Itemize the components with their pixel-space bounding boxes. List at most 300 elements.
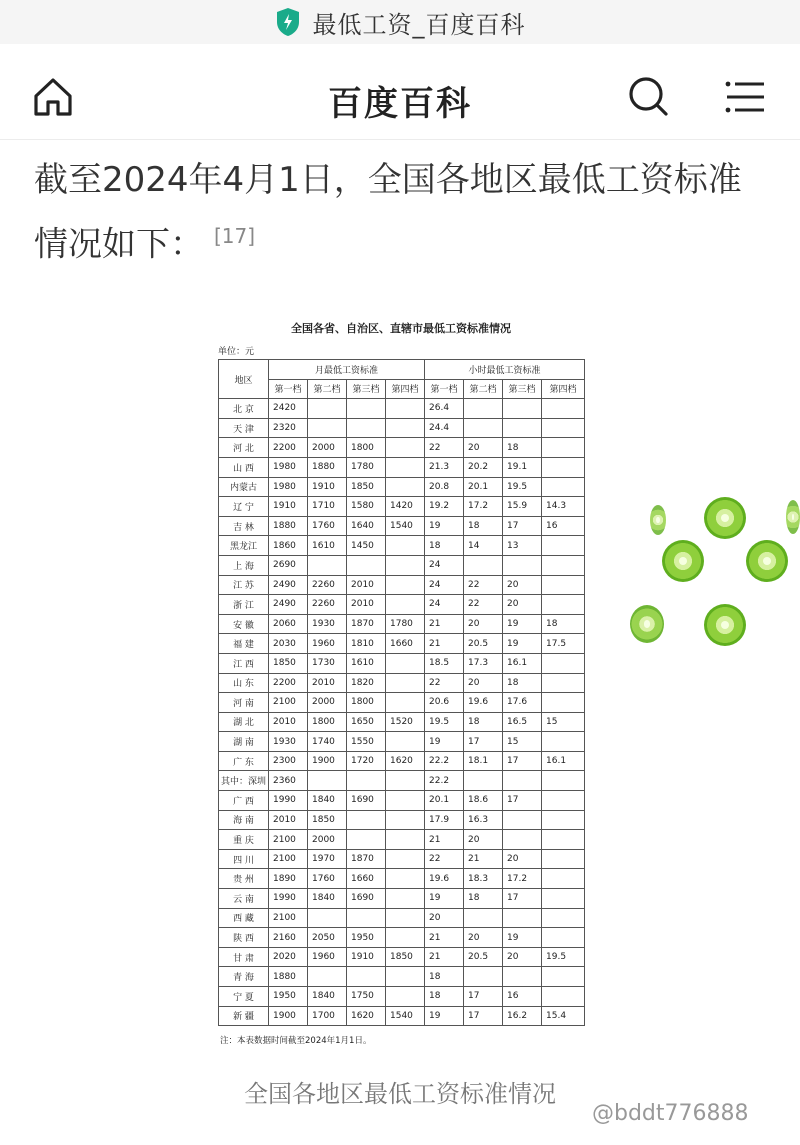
table-row <box>219 673 585 693</box>
table-row <box>219 947 585 967</box>
hourly-wage-cell <box>542 732 585 752</box>
region-cell: 甘 肃 <box>219 947 269 967</box>
table-row <box>219 751 585 771</box>
monthly-wage-cell: 2260 <box>308 575 347 595</box>
watermark: @bddt776888 <box>592 1101 749 1126</box>
monthly-wage-cell: 1880 <box>269 516 308 536</box>
monthly-wage-cell <box>386 869 425 889</box>
monthly-wage-cell: 1960 <box>308 947 347 967</box>
table-row <box>219 967 585 987</box>
table-row <box>219 595 585 615</box>
hourly-wage-cell: 19.6 <box>425 869 464 889</box>
table-row <box>219 1006 585 1026</box>
hourly-wage-cell <box>542 889 585 909</box>
monthly-wage-cell: 1660 <box>347 869 386 889</box>
hourly-wage-cell: 20.8 <box>425 477 464 497</box>
monthly-wage-cell: 1840 <box>308 987 347 1007</box>
hourly-wage-cell: 22 <box>464 575 503 595</box>
hourly-wage-cell <box>542 399 585 419</box>
monthly-wage-cell <box>386 438 425 458</box>
region-cell: 河 北 <box>219 438 269 458</box>
monthly-wage-cell: 2000 <box>308 438 347 458</box>
monthly-wage-cell: 2690 <box>269 555 308 575</box>
hourly-wage-cell <box>542 791 585 811</box>
table-row <box>219 516 585 536</box>
hourly-wage-cell: 16 <box>542 516 585 536</box>
hourly-wage-cell: 15 <box>503 732 542 752</box>
table-row <box>219 477 585 497</box>
monthly-wage-cell: 2420 <box>269 399 308 419</box>
monthly-wage-cell: 1760 <box>308 516 347 536</box>
monthly-wage-cell <box>386 477 425 497</box>
monthly-wage-cell: 2000 <box>308 830 347 850</box>
hourly-wage-cell: 17 <box>464 1006 503 1026</box>
hourly-wage-cell <box>542 928 585 948</box>
hourly-wage-cell: 20 <box>464 830 503 850</box>
table-row <box>219 555 585 575</box>
monthly-wage-cell: 1620 <box>386 751 425 771</box>
monthly-wage-cell: 2100 <box>269 693 308 713</box>
table-row <box>219 653 585 673</box>
monthly-wage-cell: 1800 <box>308 712 347 732</box>
hourly-wage-cell: 24.4 <box>425 418 464 438</box>
monthly-wage-cell: 2360 <box>269 771 308 791</box>
hourly-wage-cell: 18 <box>425 536 464 556</box>
monthly-wage-cell: 1690 <box>347 889 386 909</box>
table-row <box>219 791 585 811</box>
hourly-wage-cell: 19.2 <box>425 497 464 517</box>
region-cell: 吉 林 <box>219 516 269 536</box>
monthly-wage-cell: 1800 <box>347 693 386 713</box>
hourly-wage-cell: 17 <box>503 516 542 536</box>
monthly-wage-cell: 2200 <box>269 438 308 458</box>
hourly-wage-cell <box>542 477 585 497</box>
monthly-wage-cell <box>386 653 425 673</box>
monthly-wage-cell: 2100 <box>269 830 308 850</box>
tier-header: 第一档 <box>269 379 308 399</box>
monthly-wage-cell: 2320 <box>269 418 308 438</box>
table-row <box>219 536 585 556</box>
hourly-wage-cell: 19 <box>425 516 464 536</box>
hourly-wage-cell: 19 <box>425 1006 464 1026</box>
monthly-wage-cell <box>386 830 425 850</box>
monthly-wage-cell: 1810 <box>347 634 386 654</box>
region-cell: 广 西 <box>219 791 269 811</box>
monthly-wage-cell: 1900 <box>269 1006 308 1026</box>
hourly-wage-cell: 17 <box>503 751 542 771</box>
hourly-wage-cell: 20.5 <box>464 634 503 654</box>
hourly-wage-cell: 19 <box>503 928 542 948</box>
hourly-wage-cell: 20 <box>464 673 503 693</box>
hourly-wage-cell: 20 <box>503 849 542 869</box>
monthly-wage-cell <box>347 830 386 850</box>
monthly-wage-cell: 2300 <box>269 751 308 771</box>
monthly-wage-cell: 2010 <box>347 575 386 595</box>
monthly-wage-cell: 1700 <box>308 1006 347 1026</box>
monthly-wage-cell: 1970 <box>308 849 347 869</box>
hourly-wage-cell: 18 <box>425 987 464 1007</box>
hourly-wage-cell: 24 <box>425 575 464 595</box>
monthly-wage-cell: 2000 <box>308 693 347 713</box>
region-cell: 湖 北 <box>219 712 269 732</box>
monthly-wage-cell: 1850 <box>386 947 425 967</box>
monthly-wage-cell: 1960 <box>308 634 347 654</box>
table-row <box>219 849 585 869</box>
monthly-wage-cell: 1550 <box>347 732 386 752</box>
table-row <box>219 399 585 419</box>
monthly-wage-cell <box>386 810 425 830</box>
monthly-wage-cell: 1950 <box>347 928 386 948</box>
monthly-wage-cell: 1800 <box>347 438 386 458</box>
hourly-wage-cell: 18 <box>503 673 542 693</box>
region-cell: 陕 西 <box>219 928 269 948</box>
monthly-wage-cell: 1720 <box>347 751 386 771</box>
monthly-wage-cell: 2020 <box>269 947 308 967</box>
region-cell: 宁 夏 <box>219 987 269 1007</box>
hourly-wage-cell: 18 <box>464 889 503 909</box>
monthly-wage-cell: 1620 <box>347 1006 386 1026</box>
hourly-wage-cell: 19 <box>425 732 464 752</box>
region-cell: 江 苏 <box>219 575 269 595</box>
wage-table-body <box>219 399 585 1026</box>
monthly-wage-cell <box>308 908 347 928</box>
hourly-wage-cell <box>542 536 585 556</box>
region-cell: 重 庆 <box>219 830 269 850</box>
tier-header: 第三档 <box>503 379 542 399</box>
table-row <box>219 418 585 438</box>
hourly-wage-cell: 21 <box>425 830 464 850</box>
monthly-wage-cell: 1580 <box>347 497 386 517</box>
monthly-wage-cell <box>386 693 425 713</box>
monthly-wage-cell <box>386 928 425 948</box>
hourly-wage-cell: 18.5 <box>425 653 464 673</box>
monthly-wage-cell: 1890 <box>269 869 308 889</box>
hourly-wage-cell <box>542 987 585 1007</box>
monthly-wage-cell: 2100 <box>269 908 308 928</box>
shield-bolt-icon <box>275 7 301 37</box>
hourly-wage-cell <box>464 555 503 575</box>
region-cell: 四 川 <box>219 849 269 869</box>
hourly-wage-cell: 16.5 <box>503 712 542 732</box>
region-cell: 湖 南 <box>219 732 269 752</box>
monthly-wage-cell: 2200 <box>269 673 308 693</box>
hourly-wage-cell: 24 <box>425 595 464 615</box>
hourly-wage-cell <box>542 418 585 438</box>
monthly-wage-cell: 1870 <box>347 849 386 869</box>
monthly-wage-cell: 1420 <box>386 497 425 517</box>
tier-header: 第四档 <box>386 379 425 399</box>
hourly-wage-cell: 24 <box>425 555 464 575</box>
region-cell: 河 南 <box>219 693 269 713</box>
monthly-wage-cell <box>386 889 425 909</box>
hourly-wage-cell: 21.3 <box>425 457 464 477</box>
hourly-wage-cell <box>542 575 585 595</box>
intro-text: 截至2024年4月1日，全国各地区最低工资标准情况如下： <box>34 160 742 265</box>
monthly-wage-cell: 1850 <box>308 810 347 830</box>
monthly-wage-cell: 1690 <box>347 791 386 811</box>
table-row <box>219 712 585 732</box>
hourly-wage-cell: 17.3 <box>464 653 503 673</box>
hourly-wage-cell <box>542 673 585 693</box>
site-header <box>0 52 800 140</box>
hourly-wage-cell: 19.1 <box>503 457 542 477</box>
tier-header: 第三档 <box>347 379 386 399</box>
hourly-wage-cell <box>542 771 585 791</box>
hourly-wage-cell: 14 <box>464 536 503 556</box>
hourly-wage-cell: 17 <box>464 987 503 1007</box>
monthly-wage-cell: 2160 <box>269 928 308 948</box>
hourly-wage-cell <box>542 967 585 987</box>
menu-icon[interactable] <box>722 74 768 120</box>
monthly-wage-cell <box>347 771 386 791</box>
monthly-wage-cell: 1930 <box>308 614 347 634</box>
citation-link[interactable]: [17] <box>214 224 256 248</box>
monthly-wage-cell: 1980 <box>269 457 308 477</box>
hourly-wage-cell: 20 <box>503 947 542 967</box>
monthly-wage-cell: 1840 <box>308 791 347 811</box>
monthly-wage-cell <box>308 418 347 438</box>
hourly-wage-cell: 17 <box>503 889 542 909</box>
region-cell: 云 南 <box>219 889 269 909</box>
monthly-wage-cell <box>347 908 386 928</box>
monthly-wage-cell: 1980 <box>269 477 308 497</box>
table-row <box>219 869 585 889</box>
monthly-wage-cell: 1540 <box>386 1006 425 1026</box>
monthly-wage-cell: 2490 <box>269 575 308 595</box>
monthly-wage-cell: 1850 <box>347 477 386 497</box>
monthly-wage-cell <box>386 418 425 438</box>
monthly-wage-cell <box>386 595 425 615</box>
table-unit: 单位：元 <box>218 347 255 357</box>
monthly-wage-cell: 1990 <box>269 791 308 811</box>
hourly-wage-cell: 21 <box>464 849 503 869</box>
table-row <box>219 810 585 830</box>
hourly-wage-cell <box>542 849 585 869</box>
hourly-wage-cell <box>503 908 542 928</box>
hourly-wage-cell <box>503 830 542 850</box>
table-row <box>219 830 585 850</box>
hourly-wage-cell: 19 <box>425 889 464 909</box>
hourly-wage-cell <box>542 555 585 575</box>
hourly-wage-cell <box>542 693 585 713</box>
region-cell: 安 徽 <box>219 614 269 634</box>
region-cell: 上 海 <box>219 555 269 575</box>
table-row <box>219 693 585 713</box>
hourly-wage-cell: 18 <box>425 967 464 987</box>
hourly-wage-cell <box>464 908 503 928</box>
monthly-wage-cell <box>386 987 425 1007</box>
intro-paragraph <box>34 152 774 272</box>
monthly-wage-cell: 1840 <box>308 889 347 909</box>
hourly-wage-cell: 20.6 <box>425 693 464 713</box>
monthly-wage-cell: 1990 <box>269 889 308 909</box>
table-row <box>219 889 585 909</box>
site-brand[interactable]: 百度百科 <box>328 84 472 124</box>
region-cell: 江 西 <box>219 653 269 673</box>
region-cell: 辽 宁 <box>219 497 269 517</box>
monthly-wage-cell: 1650 <box>347 712 386 732</box>
kiwi-slice-icon <box>650 505 666 535</box>
hourly-wage-cell: 16.3 <box>464 810 503 830</box>
monthly-wage-cell <box>347 555 386 575</box>
monthly-wage-cell <box>386 457 425 477</box>
hourly-wage-cell: 20 <box>464 928 503 948</box>
region-cell: 广 东 <box>219 751 269 771</box>
hourly-wage-cell: 18.6 <box>464 791 503 811</box>
monthly-wage-cell: 1870 <box>347 614 386 634</box>
hourly-wage-cell: 17.9 <box>425 810 464 830</box>
hourly-wage-cell: 20 <box>464 438 503 458</box>
hourly-wage-cell: 22.2 <box>425 751 464 771</box>
monthly-wage-cell <box>386 536 425 556</box>
hourly-wage-cell: 21 <box>425 947 464 967</box>
monthly-wage-cell: 1730 <box>308 653 347 673</box>
monthly-header: 月最低工资标准 <box>269 360 425 380</box>
kiwi-slice-icon <box>704 497 746 539</box>
monthly-wage-cell: 1910 <box>308 477 347 497</box>
hourly-wage-cell <box>503 418 542 438</box>
kiwi-slice-icon <box>630 605 664 643</box>
table-row <box>219 497 585 517</box>
monthly-wage-cell: 1540 <box>386 516 425 536</box>
kiwi-slice-icon <box>786 500 800 534</box>
hourly-wage-cell <box>503 810 542 830</box>
monthly-wage-cell: 1740 <box>308 732 347 752</box>
monthly-wage-cell: 2010 <box>347 595 386 615</box>
monthly-wage-cell <box>347 399 386 419</box>
monthly-wage-cell: 2260 <box>308 595 347 615</box>
region-cell: 黑龙江 <box>219 536 269 556</box>
monthly-wage-cell: 2100 <box>269 849 308 869</box>
monthly-wage-cell: 1610 <box>347 653 386 673</box>
hourly-wage-cell: 17.6 <box>503 693 542 713</box>
monthly-wage-cell: 2010 <box>269 712 308 732</box>
region-cell: 其中：深圳 <box>219 771 269 791</box>
monthly-wage-cell: 1610 <box>308 536 347 556</box>
hourly-wage-cell: 17.2 <box>503 869 542 889</box>
region-cell: 海 南 <box>219 810 269 830</box>
hourly-wage-cell: 20 <box>503 595 542 615</box>
monthly-wage-cell: 1880 <box>269 967 308 987</box>
hourly-wage-cell: 17 <box>503 791 542 811</box>
hourly-wage-cell: 16 <box>503 987 542 1007</box>
region-cell: 新 疆 <box>219 1006 269 1026</box>
table-row <box>219 634 585 654</box>
tier-header: 第二档 <box>308 379 347 399</box>
monthly-wage-cell <box>386 967 425 987</box>
hourly-wage-cell: 15.9 <box>503 497 542 517</box>
hourly-wage-cell: 17.2 <box>464 497 503 517</box>
monthly-wage-cell: 2010 <box>308 673 347 693</box>
hourly-wage-cell: 19 <box>503 634 542 654</box>
hourly-wage-cell <box>542 830 585 850</box>
table-row <box>219 575 585 595</box>
browser-title-bar <box>0 0 800 44</box>
region-cell: 浙 江 <box>219 595 269 615</box>
table-row <box>219 438 585 458</box>
hourly-wage-cell: 17.5 <box>542 634 585 654</box>
monthly-wage-cell: 1910 <box>269 497 308 517</box>
tab-title: 最低工资_百度百科 <box>312 10 526 39</box>
monthly-wage-cell: 1750 <box>347 987 386 1007</box>
monthly-wage-cell <box>386 908 425 928</box>
region-cell: 贵 州 <box>219 869 269 889</box>
monthly-wage-cell: 1780 <box>347 457 386 477</box>
hourly-wage-cell: 22.2 <box>425 771 464 791</box>
hourly-wage-cell: 13 <box>503 536 542 556</box>
table-row <box>219 987 585 1007</box>
region-cell: 福 建 <box>219 634 269 654</box>
monthly-wage-cell <box>347 418 386 438</box>
hourly-wage-cell: 18.1 <box>464 751 503 771</box>
monthly-wage-cell: 1930 <box>269 732 308 752</box>
table-row <box>219 908 585 928</box>
hourly-wage-cell <box>542 595 585 615</box>
monthly-wage-cell <box>386 575 425 595</box>
region-cell: 青 海 <box>219 967 269 987</box>
region-cell: 西 藏 <box>219 908 269 928</box>
image-caption: 全国各地区最低工资标准情况 <box>244 1080 556 1108</box>
hourly-wage-cell: 19.5 <box>425 712 464 732</box>
hourly-header: 小时最低工资标准 <box>425 360 585 380</box>
hourly-wage-cell: 20.1 <box>425 791 464 811</box>
kiwi-slice-icon <box>662 540 704 582</box>
monthly-wage-cell: 1950 <box>269 987 308 1007</box>
region-cell: 天 津 <box>219 418 269 438</box>
hourly-wage-cell: 18 <box>464 712 503 732</box>
monthly-wage-cell: 2050 <box>308 928 347 948</box>
wage-table <box>218 359 585 1026</box>
hourly-wage-cell: 20 <box>464 614 503 634</box>
table-row <box>219 732 585 752</box>
region-cell: 北 京 <box>219 399 269 419</box>
table-row <box>219 614 585 634</box>
hourly-wage-cell: 16.1 <box>542 751 585 771</box>
hourly-wage-cell: 22 <box>425 673 464 693</box>
hourly-wage-cell: 20.2 <box>464 457 503 477</box>
hourly-wage-cell <box>503 555 542 575</box>
kiwi-slice-icon <box>704 604 746 646</box>
hourly-wage-cell: 22 <box>425 849 464 869</box>
search-icon[interactable] <box>626 74 670 120</box>
monthly-wage-cell <box>308 771 347 791</box>
monthly-wage-cell <box>308 555 347 575</box>
monthly-wage-cell: 1900 <box>308 751 347 771</box>
hourly-wage-cell: 17 <box>464 732 503 752</box>
hourly-wage-cell: 22 <box>464 595 503 615</box>
hourly-wage-cell: 15.4 <box>542 1006 585 1026</box>
wage-table-image[interactable] <box>210 312 592 1048</box>
hourly-wage-cell: 20.5 <box>464 947 503 967</box>
monthly-wage-cell: 1760 <box>308 869 347 889</box>
monthly-wage-cell <box>308 967 347 987</box>
monthly-wage-cell: 1660 <box>386 634 425 654</box>
monthly-wage-cell <box>386 849 425 869</box>
hourly-wage-cell <box>542 869 585 889</box>
tier-header: 第二档 <box>464 379 503 399</box>
monthly-wage-cell: 1780 <box>386 614 425 634</box>
hourly-wage-cell <box>464 399 503 419</box>
tier-header: 第四档 <box>542 379 585 399</box>
kiwi-slice-icon <box>746 540 788 582</box>
hourly-wage-cell: 18 <box>503 438 542 458</box>
monthly-wage-cell <box>308 399 347 419</box>
region-cell: 山 西 <box>219 457 269 477</box>
tier-header: 第一档 <box>425 379 464 399</box>
hourly-wage-cell: 19.6 <box>464 693 503 713</box>
hourly-wage-cell: 19 <box>503 614 542 634</box>
monthly-wage-cell: 1860 <box>269 536 308 556</box>
